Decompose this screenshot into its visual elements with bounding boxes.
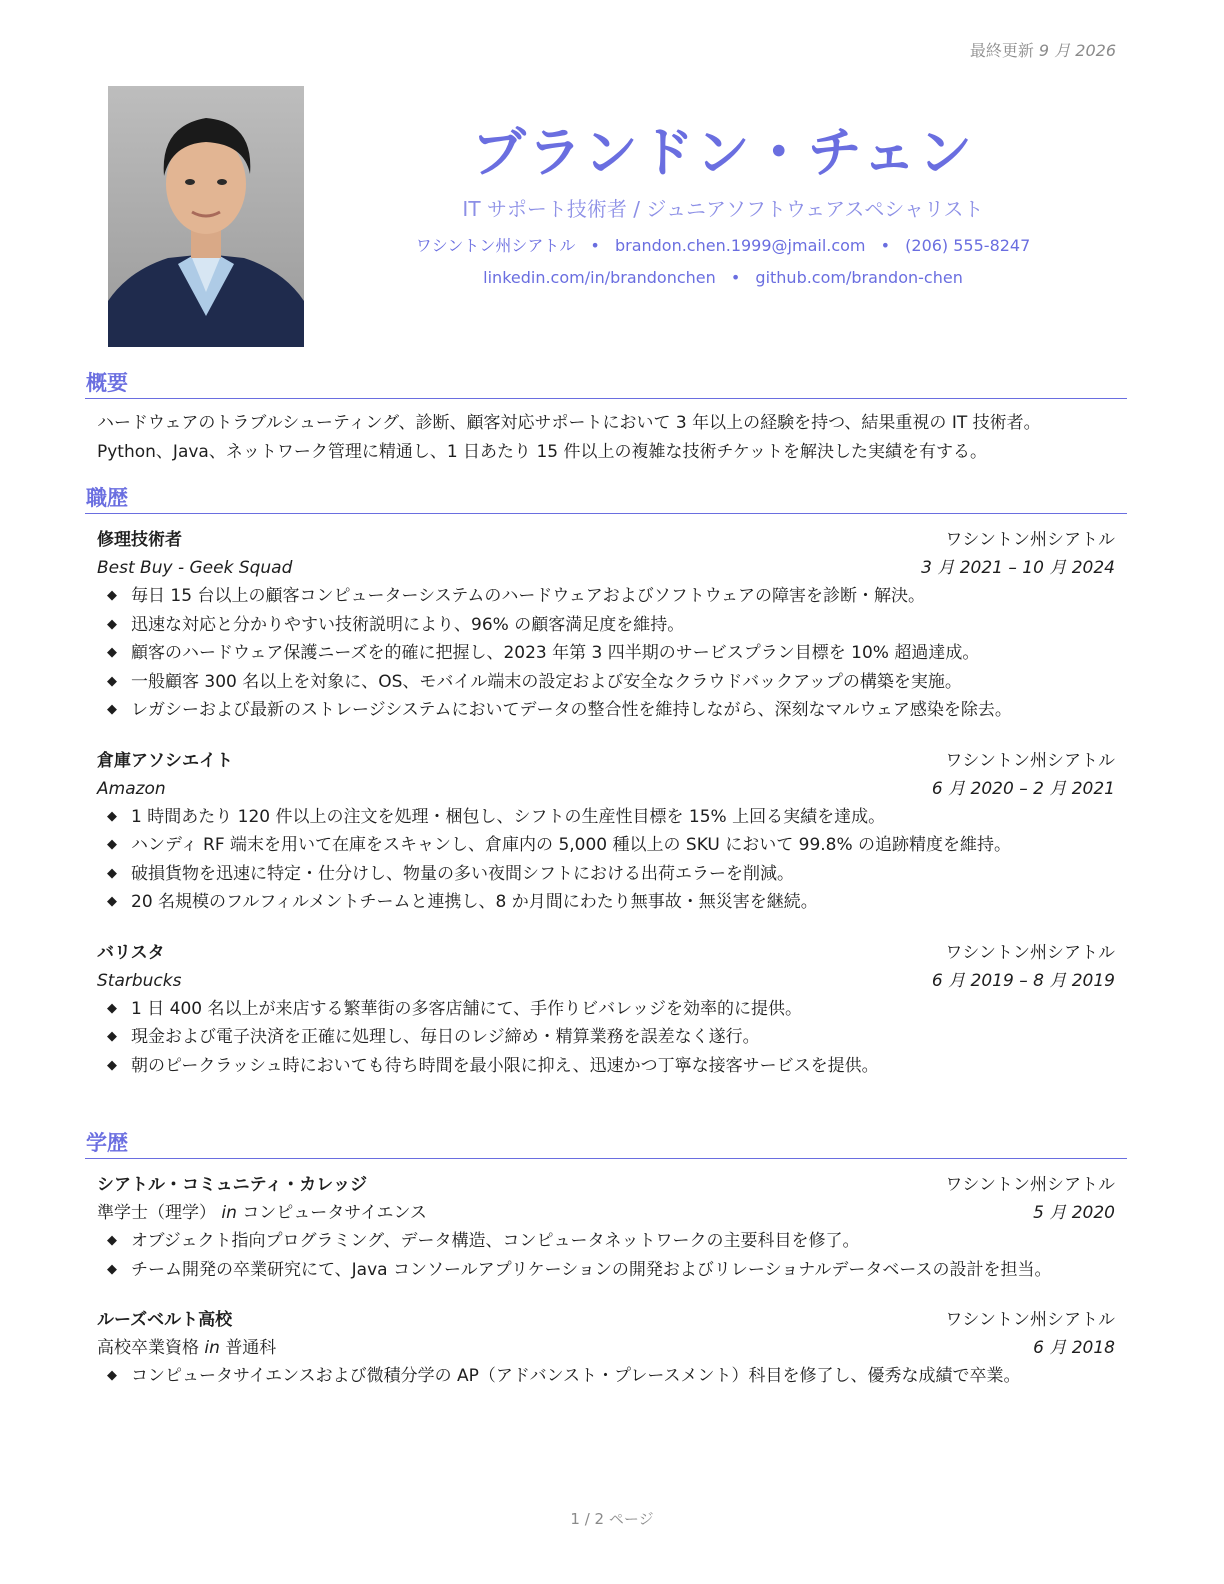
diamond-bullet-icon: ◆ — [107, 1368, 117, 1383]
list-item: ◆ オブジェクト指向プログラミング、データ構造、コンピュータネットワークの主要科目を修了。 — [97, 1227, 1115, 1256]
job-dates: 3 月 2021 – 10 月 2024 — [921, 558, 1115, 578]
summary-text: ハードウェアのトラブルシューティング、診断、顧客対応サポートにおいて 3 年以上の経験を持つ、結果重視の IT 技術者。Python、Java、ネットワーク管理に精通し、1 日あたり 15 件以上の複雑な技術チケットを解決した実績を有する。 — [97, 413, 1041, 462]
school-name: ルーズベルト高校 — [97, 1310, 233, 1330]
diamond-bullet-icon: ◆ — [107, 1057, 117, 1073]
job-entry — [97, 526, 1115, 725]
list-item: ◆ 1 日 400 名以上が来店する繁華街の多客店舗にて、手作りビバレッジを効率的に提供。 — [97, 995, 1115, 1024]
last-updated-date: 9 月 2026 — [1038, 41, 1116, 60]
diamond-bullet-icon: ◆ — [107, 645, 117, 660]
job-location: ワシントン州シアトル — [945, 750, 1115, 771]
school-field: コンピュータサイエンス — [242, 1203, 427, 1223]
job-dates: 6 月 2019 – 8 月 2019 — [931, 970, 1115, 991]
github-link[interactable]: github.com/brandon-chen — [755, 268, 963, 287]
list-item: ◆ レガシーおよび最新のストレージシステムにおいてデータの整合性を維持しながら、深刻なマルウェア感染を除去。 — [97, 696, 1115, 725]
list-item: ◆ 20 名規模のフルフィルメントチームと連携し、8 か月間にわたり無事故・無災害を継続。 — [97, 888, 1115, 917]
school-date: 6 月 2018 — [1033, 1338, 1115, 1358]
diamond-bullet-icon: ◆ — [107, 808, 117, 824]
diamond-bullet-icon: ◆ — [107, 616, 117, 632]
diamond-bullet-icon: ◆ — [107, 1029, 117, 1044]
school-date: 5 月 2020 — [1033, 1203, 1115, 1223]
list-item: ◆ チーム開発の卒業研究にて、Java コンソールアプリケーションの開発およびリレーショナルデータベースの設計を担当。 — [97, 1256, 1115, 1285]
degree-in-word: in — [221, 1203, 237, 1223]
list-item: ◆ ハンディ RF 端末を用いて在庫をスキャンし、倉庫内の 5,000 種以上の SKU において 99.8% の追跡精度を維持。 — [97, 831, 1115, 860]
list-item: ◆ 1 時間あたり 120 件以上の注文を処理・梱包し、シフトの生産性目標を 15% 上回る実績を達成。 — [97, 803, 1115, 832]
contact-separator: • — [590, 236, 600, 255]
diamond-bullet-icon: ◆ — [107, 837, 117, 852]
list-item: ◆ 朝のピークラッシュ時においても待ち時間を最小限に抑え、迅速かつ丁寧な接客サービスを提供。 — [97, 1052, 1115, 1081]
summary-section — [85, 368, 1127, 467]
profile-photo — [108, 86, 304, 347]
last-updated-label: 最終更新 — [969, 41, 1034, 60]
school-location: ワシントン州シアトル — [945, 1310, 1115, 1330]
diamond-bullet-icon: ◆ — [107, 702, 117, 717]
job-role: バリスタ — [97, 942, 165, 963]
diamond-bullet-icon: ◆ — [107, 865, 117, 881]
job-company: Best Buy - Geek Squad — [97, 558, 293, 578]
school-degree: 高校卒業資格 — [97, 1338, 199, 1358]
linkedin-link[interactable]: linkedin.com/in/brandonchen — [483, 268, 716, 287]
job-location: ワシントン州シアトル — [945, 942, 1115, 963]
diamond-bullet-icon: ◆ — [107, 1261, 117, 1277]
job-company: Amazon — [97, 778, 166, 799]
contact-location: ワシントン州シアトル — [415, 236, 576, 255]
list-item: ◆ 一般顧客 300 名以上を対象に、OS、モバイル端末の設定および安全なクラウドバックアップの構築を実施。 — [97, 668, 1115, 697]
contact-line-1 — [330, 234, 1116, 258]
degree-in-word: in — [204, 1338, 220, 1358]
school-degree-line — [97, 1199, 427, 1227]
list-item: ◆ 迅速な対応と分かりやすい技術説明により、96% の顧客満足度を維持。 — [97, 611, 1115, 640]
candidate-name: ブランドン・チェン — [471, 121, 975, 184]
list-item: ◆ 破損貨物を迅速に特定・仕分けし、物量の多い夜間シフトにおける出荷エラーを削減。 — [97, 860, 1115, 889]
experience-section — [85, 483, 1127, 1080]
list-item: ◆ コンピュータサイエンスおよび微積分学の AP（アドバンスト・プレースメント）科目を修了し、優秀な成績で卒業。 — [97, 1362, 1115, 1391]
school-field: 普通科 — [225, 1338, 277, 1358]
job-entry — [97, 747, 1115, 917]
education-section — [85, 1128, 1127, 1391]
school-degree-line — [97, 1334, 276, 1362]
candidate-title: IT サポート技術者 / ジュニアソフトウェアスペシャリスト — [462, 197, 984, 221]
last-updated — [970, 38, 1116, 61]
school-degree: 準学士（理学） — [97, 1203, 216, 1223]
school-entry — [97, 1171, 1115, 1284]
job-dates: 6 月 2020 – 2 月 2021 — [931, 778, 1115, 799]
diamond-bullet-icon: ◆ — [107, 1233, 117, 1248]
contact-separator: • — [880, 236, 891, 255]
diamond-bullet-icon: ◆ — [107, 588, 117, 603]
job-role: 修理技術者 — [97, 530, 182, 550]
section-heading-summary: 概要 — [85, 368, 1127, 399]
list-item: ◆ 毎日 15 台以上の顧客コンピューターシステムのハードウェアおよびソフトウェアの障害を診断・解決。 — [97, 582, 1115, 611]
job-role: 倉庫アソシエイト — [97, 750, 233, 771]
contact-email-link[interactable]: brandon.chen.1999@jmail.com — [614, 236, 866, 255]
diamond-bullet-icon: ◆ — [107, 673, 117, 689]
school-entry — [97, 1306, 1115, 1391]
section-heading-experience: 職歴 — [85, 483, 1127, 514]
section-heading-education: 学歴 — [85, 1128, 1127, 1159]
list-item: ◆ 現金および電子決済を正確に処理し、毎日のレジ締め・精算業務を誤差なく遂行。 — [97, 1023, 1115, 1052]
contact-phone: (206) 555-8247 — [905, 236, 1031, 255]
school-location: ワシントン州シアトル — [945, 1175, 1115, 1195]
resume-header — [330, 118, 1116, 290]
page-number: 1 / 2 ページ — [570, 1510, 654, 1528]
job-entry — [97, 939, 1115, 1081]
contact-line-2 — [330, 266, 1116, 290]
contact-separator: • — [730, 268, 741, 287]
school-name: シアトル・コミュニティ・カレッジ — [97, 1175, 368, 1195]
diamond-bullet-icon: ◆ — [107, 894, 117, 909]
job-location: ワシントン州シアトル — [945, 530, 1115, 550]
diamond-bullet-icon: ◆ — [107, 1000, 117, 1016]
job-company: Starbucks — [97, 970, 182, 991]
list-item: ◆ 顧客のハードウェア保護ニーズを的確に把握し、2023 年第 3 四半期のサービスプラン目標を 10% 超過達成。 — [97, 639, 1115, 668]
